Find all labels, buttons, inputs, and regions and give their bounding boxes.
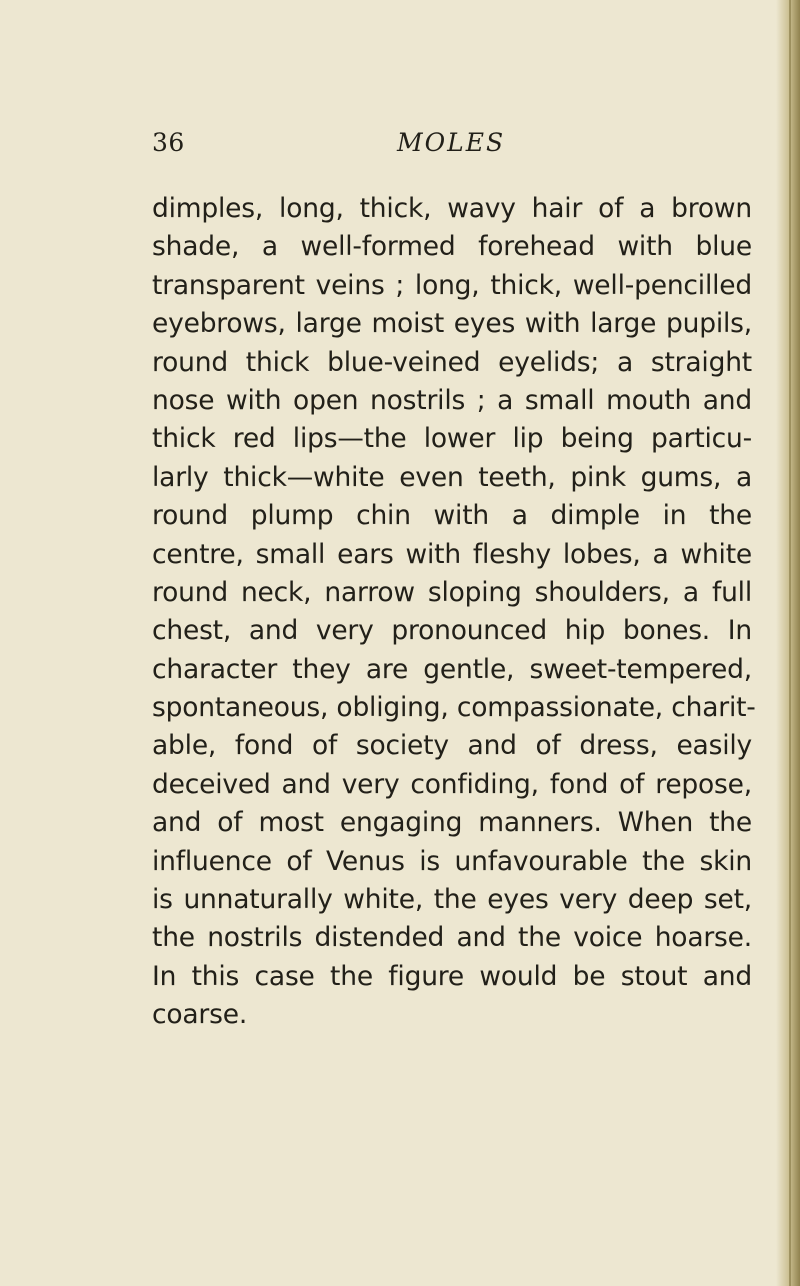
text-line: is unnaturally white, the eyes very deep set, (152, 884, 752, 916)
text-line: dimples, long, thick, wavy hair of a brown (152, 193, 752, 224)
text-line: spontaneous, obliging, compassionate, charit- (152, 692, 756, 724)
page-edge-shadow (776, 0, 800, 1286)
page-number: 36 (152, 128, 185, 157)
text-line: In this case the figure would be stout and (152, 960, 752, 992)
text-line: larly thick—white even teeth, pink gums, a (152, 461, 752, 493)
text-line: thick red lips—the lower lip being particu- (152, 423, 752, 455)
text-line: and of most engaging manners. When the (152, 807, 752, 839)
running-head (152, 128, 752, 168)
text-line: eyebrows, large moist eyes with large pupils, (152, 308, 752, 340)
text-line: the nostrils distended and the voice hoarse. (152, 922, 752, 954)
page-edge-line (789, 0, 791, 1286)
text-line: round thick blue-veined eyelids; a straight (152, 346, 752, 378)
text-line: deceived and very confiding, fond of repose, (152, 768, 752, 800)
text-line: transparent veins ; long, thick, well-pencilled (152, 269, 752, 301)
text-line: coarse. (152, 999, 248, 1031)
text-line: round neck, narrow sloping shoulders, a full (152, 576, 752, 608)
text-line: nose with open nostrils ; a small mouth and (152, 384, 752, 416)
text-line: character they are gentle, sweet-tempered, (152, 653, 752, 685)
running-head-title: MOLES (397, 128, 506, 157)
text-line: influence of Venus is unfavourable the skin (152, 845, 752, 877)
text-line: shade, a well-formed forehead with blue (152, 231, 752, 263)
text-line: able, fond of society and of dress, easily (152, 730, 752, 762)
text-line: centre, small ears with fleshy lobes, a white (152, 538, 752, 570)
body-paragraph (152, 190, 756, 1035)
text-line: round plump chin with a dimple in the (152, 500, 752, 532)
text-line: chest, and very pronounced hip bones. In (152, 615, 752, 647)
